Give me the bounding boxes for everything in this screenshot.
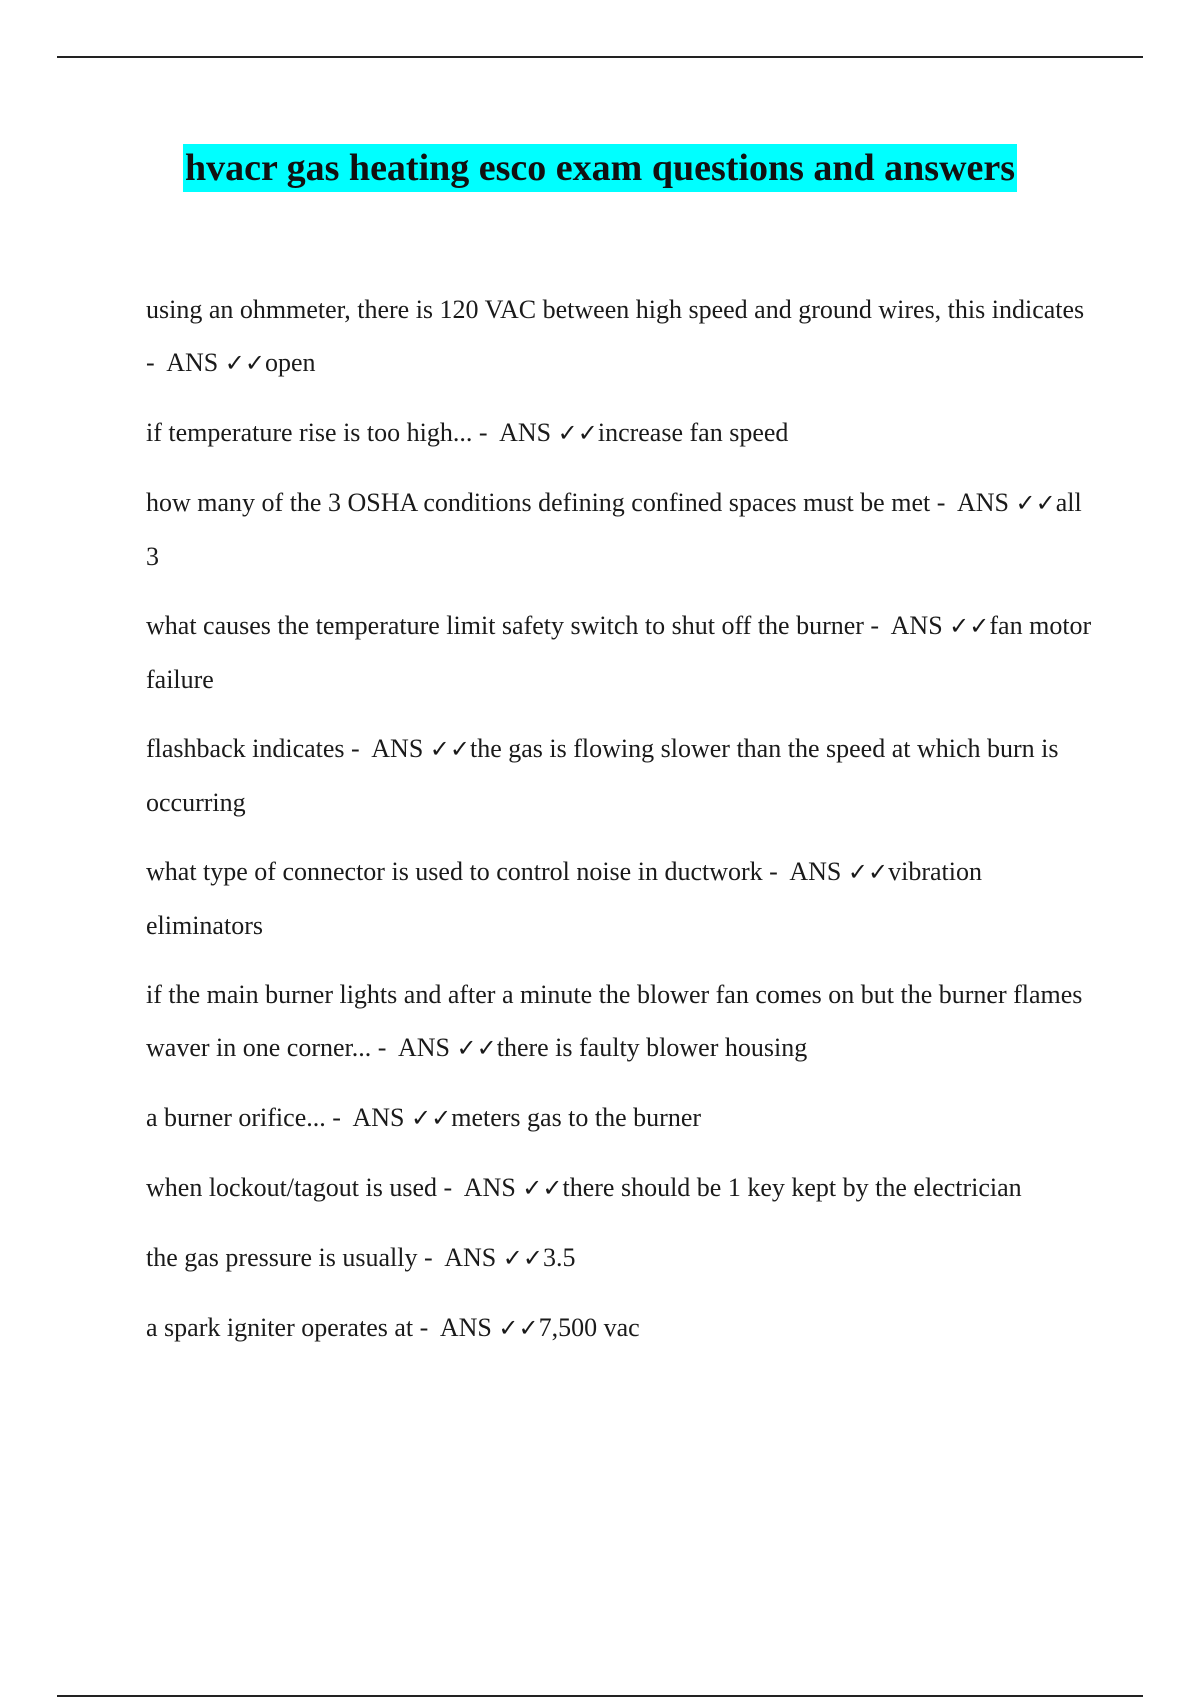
qa-item xyxy=(146,968,1096,1075)
check-icon: ✓✓ xyxy=(498,1314,539,1342)
answer-text: the gas is flowing slower than the speed at which burn is occurring xyxy=(146,734,1059,817)
question-text: the gas pressure is usually - xyxy=(146,1243,433,1272)
qa-item xyxy=(146,406,1096,460)
check-icon: ✓✓ xyxy=(1015,489,1056,517)
question-text: if the main burner lights and after a minute the blower fan comes on but the burner flames waver in one corner... - xyxy=(146,980,1083,1062)
answer-text: increase fan speed xyxy=(597,418,789,447)
qa-item xyxy=(146,1091,1096,1145)
page-title: hvacr gas heating esco exam questions and answers xyxy=(183,144,1017,192)
question-text: using an ohmmeter, there is 120 VAC between high speed and ground wires, this indicates - xyxy=(146,295,1085,377)
answer-text: open xyxy=(264,348,316,377)
answer-prefix: ANS xyxy=(444,1243,497,1272)
check-icon: ✓✓ xyxy=(557,419,598,447)
check-icon: ✓✓ xyxy=(522,1174,563,1202)
answer-prefix: ANS xyxy=(499,418,552,447)
question-text: what type of connector is used to control noise in ductwork - xyxy=(146,857,778,886)
qa-item xyxy=(146,476,1096,583)
qa-item xyxy=(146,1301,1096,1355)
check-icon: ✓✓ xyxy=(224,349,265,377)
check-icon: ✓✓ xyxy=(847,858,889,886)
check-icon: ✓✓ xyxy=(411,1104,452,1132)
answer-prefix: ANS xyxy=(371,734,424,763)
answer-text: fan motor failure xyxy=(146,611,1092,694)
question-text: what causes the temperature limit safety switch to shut off the burner - xyxy=(146,611,880,640)
check-icon: ✓✓ xyxy=(429,735,470,763)
question-text: flashback indicates - xyxy=(146,734,360,763)
answer-prefix: ANS xyxy=(789,857,842,886)
question-text: if temperature rise is too high... - xyxy=(146,418,488,447)
qa-item xyxy=(146,845,1096,952)
answer-text: there should be 1 key kept by the electrician xyxy=(562,1173,1022,1202)
answer-text: 3.5 xyxy=(542,1243,576,1272)
check-icon: ✓✓ xyxy=(502,1244,543,1272)
answer-text: all 3 xyxy=(146,488,1082,571)
qa-item xyxy=(146,283,1096,390)
answer-prefix: ANS xyxy=(890,611,943,640)
answer-text: vibration eliminators xyxy=(146,857,982,940)
bottom-rule xyxy=(57,1695,1143,1697)
title-container xyxy=(0,144,1200,192)
question-text: a spark igniter operates at - xyxy=(146,1313,429,1342)
check-icon: ✓✓ xyxy=(456,1034,497,1062)
answer-prefix: ANS xyxy=(439,1313,492,1342)
answer-prefix: ANS xyxy=(166,348,219,377)
top-rule xyxy=(57,56,1143,58)
answer-prefix: ANS xyxy=(956,488,1009,517)
qa-list xyxy=(146,283,1096,1371)
answer-text: meters gas to the burner xyxy=(451,1103,702,1132)
qa-item xyxy=(146,1161,1096,1215)
qa-item xyxy=(146,599,1096,706)
answer-text: there is faulty blower housing xyxy=(496,1033,808,1062)
question-text: when lockout/tagout is used - xyxy=(146,1173,453,1202)
question-text: how many of the 3 OSHA conditions defining confined spaces must be met - xyxy=(146,488,946,517)
qa-item xyxy=(146,722,1096,829)
answer-text: 7,500 vac xyxy=(538,1313,640,1342)
answer-prefix: ANS xyxy=(463,1173,516,1202)
question-text: a burner orifice... - xyxy=(146,1103,341,1132)
check-icon: ✓✓ xyxy=(949,612,990,640)
answer-prefix: ANS xyxy=(397,1033,450,1062)
answer-prefix: ANS xyxy=(352,1103,405,1132)
qa-item xyxy=(146,1231,1096,1285)
